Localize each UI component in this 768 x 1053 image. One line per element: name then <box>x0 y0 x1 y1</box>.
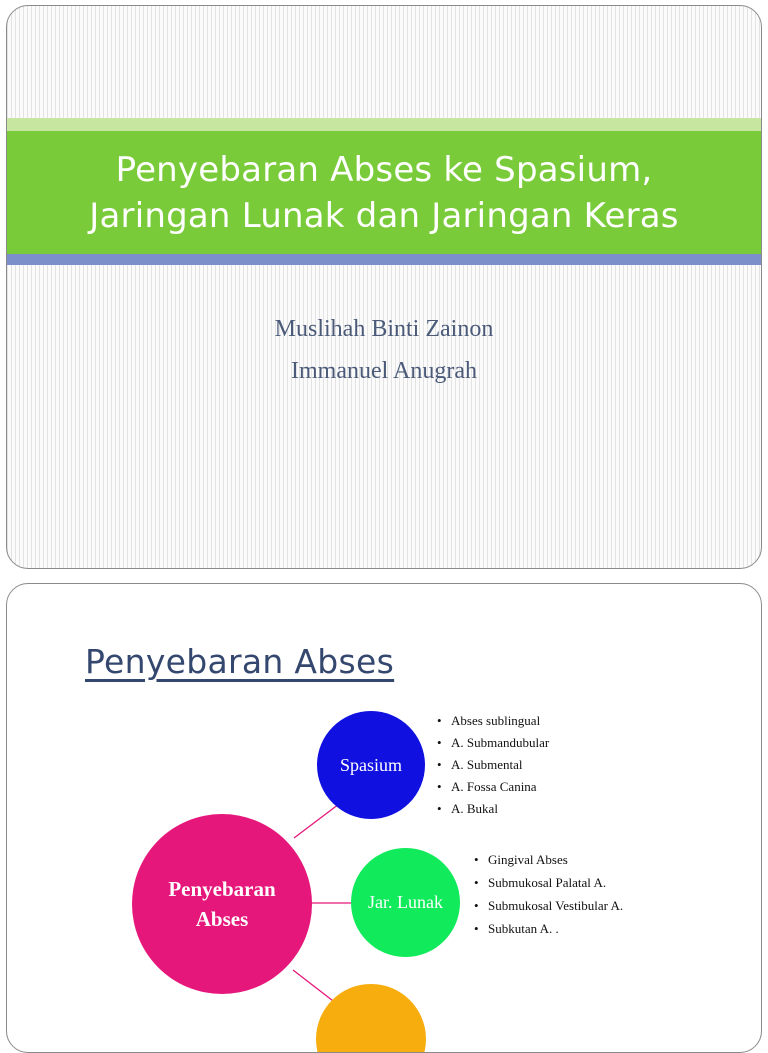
author-2: Immanuel Anugrah <box>291 358 477 384</box>
title-band <box>7 131 761 254</box>
spasium-node <box>317 711 425 819</box>
slide-title-line-1: Penyebaran Abses ke Spasium, <box>115 149 653 190</box>
list-item: • Subkutan A. . <box>474 920 634 937</box>
list-item: • Gingival Abses <box>474 851 634 868</box>
jar-lunak-node <box>351 848 460 957</box>
connector-to-jar-keras <box>293 970 337 1004</box>
list-item: • A. Submental <box>437 754 637 776</box>
content-slide <box>6 583 762 1053</box>
spasium-list <box>437 710 637 820</box>
author-1: Muslihah Binti Zainon <box>274 316 494 342</box>
connector-lines <box>7 584 762 1053</box>
title-band-top-stripe <box>7 118 761 131</box>
list-item: • A. Bukal <box>437 798 637 820</box>
list-item: • Submukosal Vestibular A. <box>474 897 634 914</box>
central-node <box>132 814 312 994</box>
authors <box>7 308 761 392</box>
list-item: • A. Submandubular <box>437 732 637 754</box>
list-item: • Submukosal Palatal A. <box>474 874 634 891</box>
jar-lunak-label: Jar. Lunak <box>368 892 443 912</box>
title-slide <box>6 5 762 569</box>
list-item: • Abses sublingual <box>437 710 637 732</box>
title-band-bottom-stripe <box>7 254 761 265</box>
list-item: • A. Fossa Canina <box>437 776 637 798</box>
jar-lunak-list <box>474 851 634 943</box>
slide-title-line-2: Jaringan Lunak dan Jaringan Keras <box>89 195 679 236</box>
central-node-line-2: Abses <box>195 907 249 931</box>
slide-heading: Penyebaran Abses <box>85 642 395 681</box>
central-node-line-1: Penyebaran <box>168 877 276 901</box>
connector-to-spasium <box>294 804 339 838</box>
spasium-label: Spasium <box>339 754 402 775</box>
